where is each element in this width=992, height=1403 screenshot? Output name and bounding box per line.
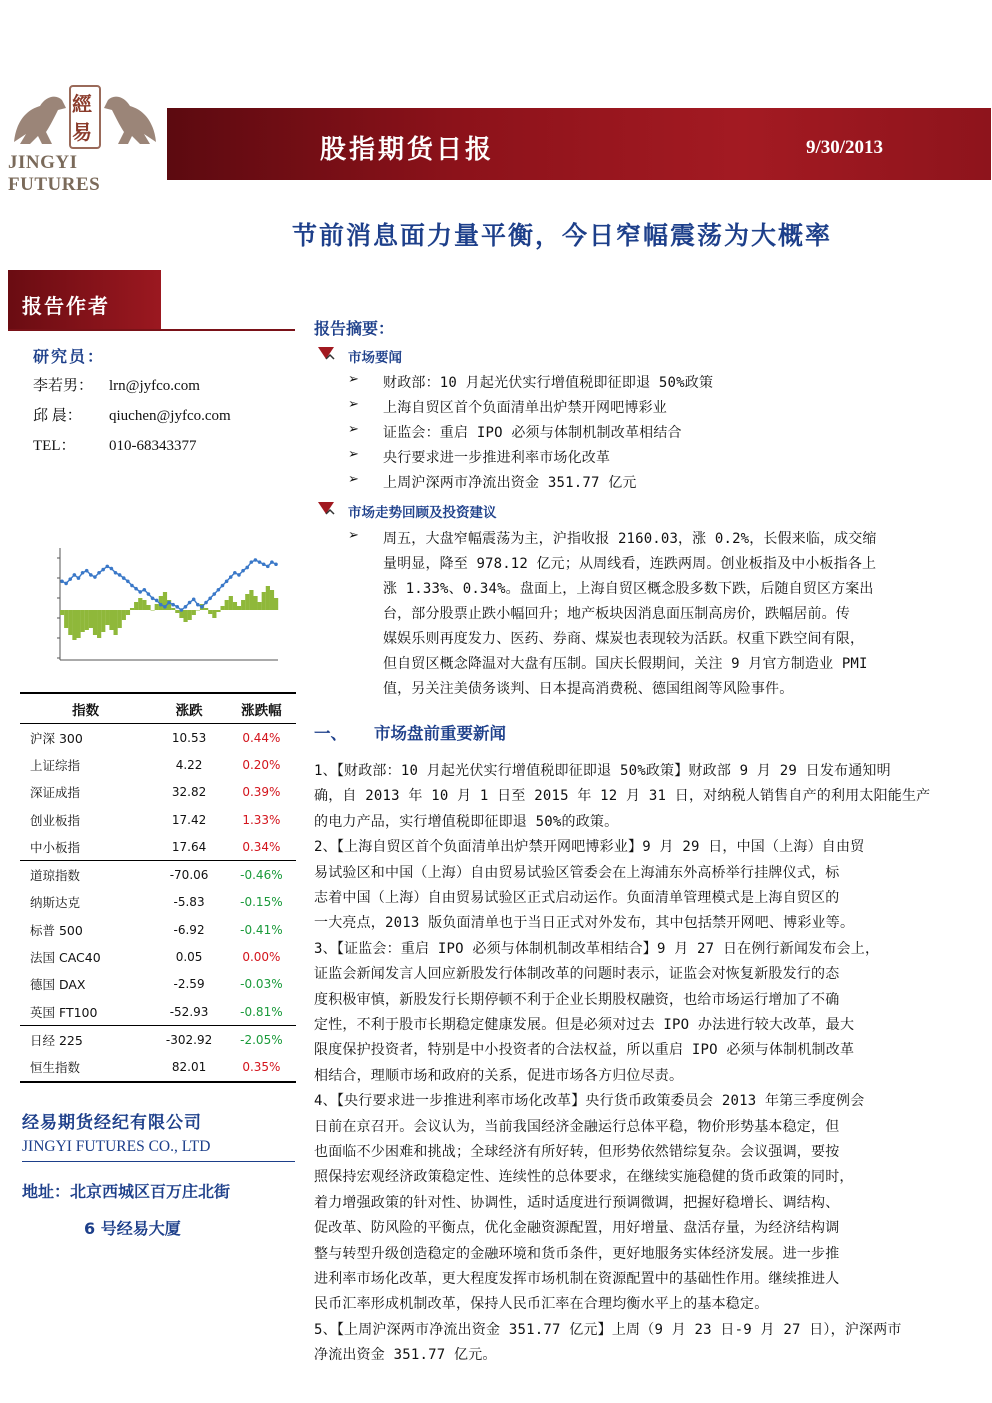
chart-area-bar xyxy=(130,608,134,610)
chart-point xyxy=(250,560,254,564)
chart-area-bar xyxy=(266,586,270,610)
index-change: 10.53 xyxy=(171,730,207,745)
news-line: 志着中国（上海）自由贸易试验区正式启动运作。负面清单管理模式是上海自贸区的 xyxy=(314,890,840,906)
index-change: 4.22 xyxy=(175,757,203,772)
news-line: 5、【上周沪深两市净流出资金 351.77 亿元】上周（9 月 23 日-9 月 27 日），沪深两市 xyxy=(314,1321,902,1338)
chart-area-bar xyxy=(175,610,179,613)
chart-point xyxy=(254,558,258,562)
chart-point xyxy=(114,571,118,575)
chart-area-bar xyxy=(237,606,241,610)
news-line: 照保持宏观经济政策稳定性、连续性的总体要求，在继续实施稳健的货币政策的同时， xyxy=(314,1169,854,1186)
index-change: -70.06 xyxy=(151,861,226,889)
chart-area-bar xyxy=(196,610,200,611)
chart-area-bar xyxy=(155,604,159,610)
chart-area-bar xyxy=(142,600,146,610)
news-bullet: 上周沪深两市净流出资金 351.77 亿元 xyxy=(383,475,637,491)
chart-area-bar xyxy=(229,596,233,610)
chart-area-bar xyxy=(97,610,101,638)
index-change-pct: -2.05% xyxy=(227,1026,296,1054)
news-bullet: 上海自贸区首个负面清单出炉禁开网吧博彩业 xyxy=(383,400,667,416)
index-change-pct: 0.39% xyxy=(242,785,281,800)
table-row xyxy=(20,943,296,970)
chart-point xyxy=(204,601,208,605)
news-line: 度积极审慎，新股发行长期停顿不利于企业长期股权融资，也给市场运行增加了不确 xyxy=(314,991,840,1008)
chart-point xyxy=(192,598,196,602)
chart-area-bar xyxy=(118,610,122,628)
index-name: 标普 500 xyxy=(30,922,83,938)
section-heading xyxy=(314,720,506,744)
index-change: -6.92 xyxy=(173,922,205,937)
chart-area-bar xyxy=(258,602,262,610)
chart-point xyxy=(122,576,126,580)
chart-point xyxy=(159,603,163,607)
chart-point xyxy=(258,560,262,564)
index-change-pct: -0.41% xyxy=(240,922,283,937)
contact-email[interactable]: qiuchen@jyfco.com xyxy=(109,408,231,424)
chart-area-bar xyxy=(245,594,249,610)
chart-area-bar xyxy=(146,605,150,610)
index-name: 创业板指 xyxy=(30,812,81,828)
news-line: 3、【证监会：重启 IPO 必须与体制机制改革相结合】9 月 27 日在例行新闻发布会上， xyxy=(314,940,880,957)
chart-point xyxy=(180,608,184,612)
review-line: 周五，大盘窄幅震荡为主，沪指收报 2160.03，涨 0.2%，长假来临，成交缩 xyxy=(383,531,877,547)
chart-area-bar xyxy=(134,602,138,610)
chart-point xyxy=(171,603,175,607)
index-change: 17.64 xyxy=(171,839,207,854)
news-bullet: 央行要求进一步推进利率市场化改革 xyxy=(383,450,611,466)
index-change-pct: 0.00% xyxy=(242,950,281,965)
chart-area-bar xyxy=(183,610,187,622)
chart-point xyxy=(130,584,134,588)
section-marker-icon xyxy=(316,345,336,365)
chart-area-bar xyxy=(208,610,212,614)
index-name: 日经 225 xyxy=(20,1026,151,1054)
col-header-pct: 涨跌幅 xyxy=(227,693,296,724)
chart-point xyxy=(64,582,68,586)
chart-area-bar xyxy=(85,610,89,630)
contact-email[interactable]: lrn@jyfco.com xyxy=(109,378,200,394)
index-change-pct: 0.35% xyxy=(227,1054,296,1082)
chart-area-bar xyxy=(126,610,130,615)
chart-point xyxy=(217,588,221,592)
col-header-index: 指数 xyxy=(20,693,151,724)
chart-point xyxy=(60,579,64,583)
index-change: 0.05 xyxy=(175,950,203,965)
chart-point xyxy=(97,571,101,575)
news-line: 确，自 2013 年 10 月 1 日至 2015 年 12 月 31 日，对纳税人销售自产的利用太阳能生产 xyxy=(314,788,931,805)
news-line: 净流出资金 351.77 亿元。 xyxy=(314,1347,497,1364)
contact-label: 邱 晨： xyxy=(33,408,82,424)
chart-point xyxy=(196,603,200,607)
index-name: 恒生指数 xyxy=(20,1054,151,1082)
news-line: 2、【上海自贸区首个负面清单出炉禁开网吧博彩业】9 月 29 日，中国（上海）自由贸 xyxy=(314,839,865,856)
chart-point xyxy=(143,588,147,592)
table-row xyxy=(20,861,296,889)
table-row xyxy=(20,724,296,752)
chart-point xyxy=(270,560,274,564)
news-line: 也面临不少困难和挑战；全球经济有所好转，但形势依然错综复杂。会议强调，要按 xyxy=(314,1144,840,1160)
chart-area-bar xyxy=(171,608,175,610)
market-news-title: 市场要闻 xyxy=(348,350,402,366)
table-row xyxy=(20,751,296,778)
news-bullet: 证监会：重启 IPO 必须与体制机制改革相结合 xyxy=(383,425,682,441)
index-name: 深证成指 xyxy=(30,785,81,801)
index-table xyxy=(20,692,296,1083)
chart-point xyxy=(262,562,266,566)
chart-point xyxy=(147,592,151,596)
review-line: 量明显，降至 978.12 亿元；从周线看，连跌两周。创业板指及中小板指各上 xyxy=(383,556,877,572)
news-line: 限度保护投资者，特别是中小投资者的合法权益，所以重启 IPO 必须与体制机制改革 xyxy=(314,1042,855,1059)
logo-char-bottom: 易 xyxy=(72,120,92,144)
chart-point xyxy=(105,565,109,569)
chart-area-bar xyxy=(262,592,266,610)
chart-point xyxy=(200,605,204,609)
news-line: 4、【央行要求进一步推进利率市场化改革】央行货币政策委员会 2013 年第三季度例会 xyxy=(314,1093,865,1110)
chart-point xyxy=(126,579,130,583)
review-line: 但自贸区概念降温对大盘有压制。国庆长假期间，关注 9 月官方制造业 PMI xyxy=(383,656,868,672)
chart-point xyxy=(175,605,179,609)
researcher-label: 研究员： xyxy=(33,347,106,366)
chart-point xyxy=(81,571,85,575)
chart-area-bar xyxy=(233,602,237,610)
chart-area-bar xyxy=(81,610,85,632)
chart-area-bar xyxy=(249,590,253,610)
chart-point xyxy=(184,605,188,609)
news-line: 易试验区和中国（上海）自由贸易试验区管委会在上海浦东外高桥举行挂牌仪式，标 xyxy=(314,864,840,881)
chart-point xyxy=(208,596,212,600)
index-name: 道琼指数 xyxy=(20,861,151,889)
chart-point xyxy=(110,567,114,571)
section-number: 一、 xyxy=(314,724,347,743)
table-row xyxy=(20,998,296,1026)
chart-point xyxy=(134,587,138,591)
chart-point xyxy=(266,565,270,569)
chart-area-bar xyxy=(101,610,105,632)
chart-point xyxy=(241,569,245,573)
table-row xyxy=(20,806,296,833)
index-name: 上证综指 xyxy=(30,757,81,773)
chart-area-bar xyxy=(105,610,109,625)
index-change: -5.83 xyxy=(173,895,205,910)
logo-text: JINGYI FUTURES xyxy=(8,152,101,195)
news-bullet: 财政部：10 月起光伏实行增值税即征即退 50%政策 xyxy=(383,375,714,391)
review-line: 台，部分股票止跌小幅回升；地产板块因消息面压制高房价，跌幅居前。传 xyxy=(383,606,850,622)
chart-point xyxy=(73,573,77,577)
chart-area-bar xyxy=(253,596,257,610)
index-change: -302.92 xyxy=(151,1026,226,1054)
arrow-bullet-icon: ➢ xyxy=(348,372,359,387)
section-title: 市场盘前重要新闻 xyxy=(374,724,506,743)
chart-point xyxy=(233,571,237,575)
chart-point xyxy=(155,599,159,603)
market-chart xyxy=(56,548,280,664)
index-change-pct: -0.15% xyxy=(240,895,283,910)
chart-point xyxy=(229,575,233,579)
report-title: 股指期货日报 xyxy=(320,135,495,165)
review-line: 涨 1.33%、0.34%。盘面上，上海自贸区概念股多数下跌，后随自贸区方案出 xyxy=(383,581,874,597)
chart-point xyxy=(93,575,97,579)
index-name: 中小板指 xyxy=(30,839,81,855)
table-row xyxy=(20,1026,296,1054)
news-line: 着力增强政策的针对性、协调性，适时适度进行预调微调，把握好稳增长、调结构、 xyxy=(314,1194,840,1211)
chart-point xyxy=(89,573,93,577)
review-title: 市场走势回顾及投资建议 xyxy=(348,505,497,521)
news-line: 日前在京召开。会议认为，当前我国经济金融运行总体平稳，物价形势基本稳定，但 xyxy=(314,1118,840,1135)
company-address-1: 地址：北京西城区百万庄北街 xyxy=(22,1182,231,1201)
news-line: 一大亮点，2013 版负面清单也于当日正式对外发布，其中包括禁开网吧、博彩业等。 xyxy=(314,915,855,932)
chart-area-bar xyxy=(89,610,93,628)
news-line: 相结合，理顺市场和政府的关系，促进市场各方归位尽责。 xyxy=(314,1067,684,1084)
index-name: 沪深 300 xyxy=(30,730,83,746)
review-line: 值，另关注美债务谈判、日本提高消费税、德国组阁等风险事件。 xyxy=(383,681,794,697)
news-line: 民币汇率形成机制改革，保持人民币汇率在合理均衡水平上的基本稳定。 xyxy=(314,1296,769,1313)
table-row xyxy=(20,889,296,916)
table-row xyxy=(20,779,296,806)
chart-area-bar xyxy=(76,610,80,638)
table-row xyxy=(20,916,296,943)
chart-point xyxy=(151,596,155,600)
chart-point xyxy=(221,584,225,588)
chart-area-bar xyxy=(192,610,196,615)
index-change: 32.82 xyxy=(171,785,207,800)
index-name: 法国 CAC40 xyxy=(30,950,101,966)
company-name-en: JINGYI FUTURES CO., LTD xyxy=(22,1138,211,1155)
chart-area-bar xyxy=(122,610,126,620)
index-change: -52.93 xyxy=(169,1004,209,1019)
chart-point xyxy=(68,577,72,581)
index-change-pct: -0.81% xyxy=(240,1004,283,1019)
chart-area-bar xyxy=(114,610,118,635)
chart-area-bar xyxy=(204,608,208,610)
col-header-change: 涨跌 xyxy=(151,693,226,724)
chart-area-bar xyxy=(138,598,142,610)
chart-point xyxy=(138,590,142,594)
arrow-bullet-icon: ➢ xyxy=(348,422,359,437)
index-name: 纳斯达克 xyxy=(30,895,81,911)
chart-point xyxy=(85,569,89,573)
table-row xyxy=(20,971,296,998)
chart-area-bar xyxy=(221,606,225,610)
chart-point xyxy=(163,605,167,609)
chart-area-bar xyxy=(60,610,64,615)
section-marker-icon xyxy=(316,500,336,520)
table-row xyxy=(20,833,296,861)
chart-point xyxy=(225,579,229,583)
index-change-pct: -0.03% xyxy=(240,977,283,992)
chart-point xyxy=(77,576,81,580)
arrow-bullet-icon: ➢ xyxy=(348,528,359,543)
contact-row xyxy=(33,404,231,425)
review-line: 媒娱乐则再度发力、医药、券商、煤炭也表现较为活跃。权重下跌空间有限， xyxy=(383,631,865,647)
contact-phone: 010-68343377 xyxy=(109,438,197,454)
chart-area-bar xyxy=(241,600,245,610)
chart-area-bar xyxy=(270,590,274,610)
chart-area-bar xyxy=(212,610,216,618)
contact-label: 李若男： xyxy=(33,378,94,394)
index-change-pct: 0.20% xyxy=(242,757,281,772)
table-header-row xyxy=(20,693,296,724)
chart-area-bar xyxy=(64,610,68,628)
chart-area-bar xyxy=(274,598,278,610)
chart-area-bar xyxy=(68,610,72,635)
index-change-pct: -0.46% xyxy=(227,861,296,889)
index-change: 17.42 xyxy=(171,812,207,827)
index-change-pct: 0.44% xyxy=(242,730,281,745)
contact-row xyxy=(33,434,197,455)
chart-point xyxy=(237,573,241,577)
logo-char-top: 經 xyxy=(72,92,92,116)
chart-area-bar xyxy=(72,610,76,640)
news-line: 1、【财政部：10 月起光伏实行增值税即征即退 50%政策】财政部 9 月 29 日发布通知明 xyxy=(314,763,891,779)
index-change-pct: 1.33% xyxy=(242,812,281,827)
news-line: 整与转型升级创造稳定的金融环境和货币条件，更好地服务实体经济发展。进一步推 xyxy=(314,1245,840,1262)
company-divider xyxy=(22,1161,295,1162)
news-line: 促改革、防风险的平衡点，优化金融资源配置，用好增量、盘活存量，为经济结构调 xyxy=(314,1220,840,1237)
chart-area-bar xyxy=(216,610,220,612)
headline: 节前消息面力量平衡，今日窄幅震荡为大概率 xyxy=(292,221,833,250)
chart-area-bar xyxy=(151,610,155,611)
index-change: 82.01 xyxy=(151,1054,226,1082)
report-date: 9/30/2013 xyxy=(806,137,884,158)
arrow-bullet-icon: ➢ xyxy=(348,397,359,412)
chart-point xyxy=(118,573,122,577)
chart-point xyxy=(245,566,249,570)
arrow-bullet-icon: ➢ xyxy=(348,447,359,462)
company-address-2: 6 号经易大厦 xyxy=(84,1219,181,1238)
chart-area-bar xyxy=(109,610,113,630)
contact-row xyxy=(33,374,200,395)
news-line: 的电力产品，实行增值税即征即退 50%的政策。 xyxy=(314,813,619,830)
chart-point xyxy=(101,568,105,572)
index-name: 德国 DAX xyxy=(30,977,86,993)
summary-title: 报告摘要： xyxy=(314,319,395,338)
chart-area-bar xyxy=(188,610,192,620)
author-section-title: 报告作者 xyxy=(22,294,110,318)
news-line: 进利率市场化改革，更大程度发挥市场机制在资源配置中的基础性作用。继续推进人 xyxy=(314,1271,840,1287)
contact-label: TEL： xyxy=(33,438,76,454)
author-divider xyxy=(8,329,295,331)
company-name-cn: 经易期货经纪有限公司 xyxy=(22,1113,202,1133)
table-row xyxy=(20,1054,296,1082)
news-line: 证监会新闻发言人回应新股发行体制改革的问题时表示，证监会对恢复新股发行的态 xyxy=(314,966,840,983)
chart-point xyxy=(188,601,192,605)
news-line: 定性，不利于股市长期稳定健康发展。但是必须对过去 IPO 办法进行较大改革，最大 xyxy=(314,1017,855,1033)
index-name: 英国 FT100 xyxy=(30,1004,98,1020)
chart-point xyxy=(274,562,278,566)
chart-point xyxy=(167,601,171,605)
index-change-pct: 0.34% xyxy=(242,839,281,854)
index-change: -2.59 xyxy=(173,977,205,992)
chart-area-bar xyxy=(225,600,229,610)
arrow-bullet-icon: ➢ xyxy=(348,472,359,487)
chart-area-bar xyxy=(93,610,97,635)
chart-point xyxy=(212,592,216,596)
